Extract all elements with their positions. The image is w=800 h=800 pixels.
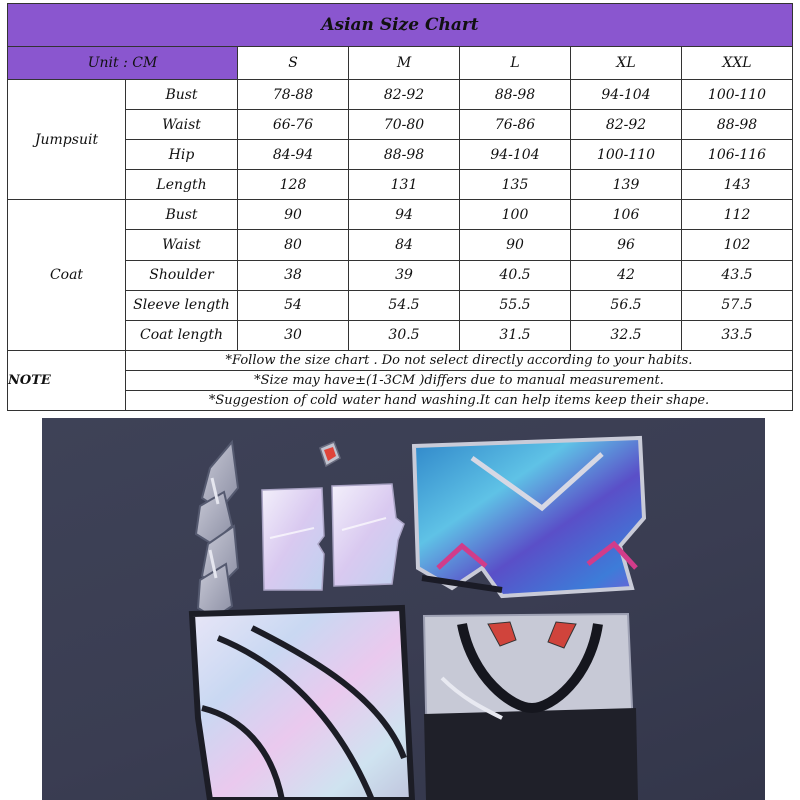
cell: 88-98: [460, 80, 571, 110]
cell: 135: [460, 170, 571, 200]
product-photo-illustration: [42, 418, 765, 800]
size-header: L: [460, 47, 571, 80]
group-label-jumpsuit: Jumpsuit: [8, 80, 126, 200]
cell: 54.5: [349, 290, 460, 320]
cell: 90: [238, 200, 349, 230]
cell: 78-88: [238, 80, 349, 110]
cell: 94: [349, 200, 460, 230]
cell: 94-104: [571, 80, 682, 110]
unit-label: Unit : CM: [8, 47, 238, 80]
fingerless-gloves: [262, 484, 404, 590]
size-header: XXL: [682, 47, 793, 80]
row-label: Bust: [126, 80, 238, 110]
row-label: Shoulder: [126, 260, 238, 290]
cell: 43.5: [682, 260, 793, 290]
holographic-coat: [192, 608, 412, 800]
cell: 139: [571, 170, 682, 200]
cell: 31.5: [460, 320, 571, 350]
gem-ornament: [320, 442, 340, 466]
cell: 39: [349, 260, 460, 290]
size-header: M: [349, 47, 460, 80]
cell: 30.5: [349, 320, 460, 350]
cell: 32.5: [571, 320, 682, 350]
cell: 54: [238, 290, 349, 320]
cell: 33.5: [682, 320, 793, 350]
size-table: [7, 3, 793, 411]
size-header: S: [238, 47, 349, 80]
row-label: Waist: [126, 230, 238, 260]
cell: 70-80: [349, 110, 460, 140]
cell: 80: [238, 230, 349, 260]
cell: 143: [682, 170, 793, 200]
cell: 102: [682, 230, 793, 260]
cell: 88-98: [349, 140, 460, 170]
shoulder-armor: [196, 442, 238, 618]
row-label: Bust: [126, 200, 238, 230]
cell: 66-76: [238, 110, 349, 140]
note-text: *Follow the size chart . Do not select directly according to your habits.: [126, 350, 793, 370]
cell: 57.5: [682, 290, 793, 320]
row-label: Sleeve length: [126, 290, 238, 320]
cell: 42: [571, 260, 682, 290]
row-label: Coat length: [126, 320, 238, 350]
cell: 56.5: [571, 290, 682, 320]
cell: 106-116: [682, 140, 793, 170]
size-chart: [7, 3, 793, 411]
cell: 96: [571, 230, 682, 260]
cell: 131: [349, 170, 460, 200]
cell: 94-104: [460, 140, 571, 170]
product-photo: [42, 418, 765, 800]
cell: 38: [238, 260, 349, 290]
jumpsuit-bodysuit: [424, 614, 638, 800]
cell: 82-92: [571, 110, 682, 140]
cell: 100-110: [682, 80, 793, 110]
chart-title: Asian Size Chart: [8, 4, 793, 47]
iridescent-shorts: [414, 438, 644, 596]
cell: 128: [238, 170, 349, 200]
cell: 84: [349, 230, 460, 260]
cell: 76-86: [460, 110, 571, 140]
cell: 100: [460, 200, 571, 230]
cell: 106: [571, 200, 682, 230]
cell: 84-94: [238, 140, 349, 170]
row-label: Hip: [126, 140, 238, 170]
note-label: NOTE: [8, 350, 126, 410]
note-text: *Size may have±(1-3CM )differs due to manual measurement.: [126, 370, 793, 390]
row-label: Length: [126, 170, 238, 200]
cell: 82-92: [349, 80, 460, 110]
cell: 90: [460, 230, 571, 260]
cell: 40.5: [460, 260, 571, 290]
size-header: XL: [571, 47, 682, 80]
cell: 100-110: [571, 140, 682, 170]
cell: 30: [238, 320, 349, 350]
cell: 112: [682, 200, 793, 230]
group-label-coat: Coat: [8, 200, 126, 350]
cell: 88-98: [682, 110, 793, 140]
note-text: *Suggestion of cold water hand washing.It can help items keep their shape.: [126, 390, 793, 410]
row-label: Waist: [126, 110, 238, 140]
cell: 55.5: [460, 290, 571, 320]
